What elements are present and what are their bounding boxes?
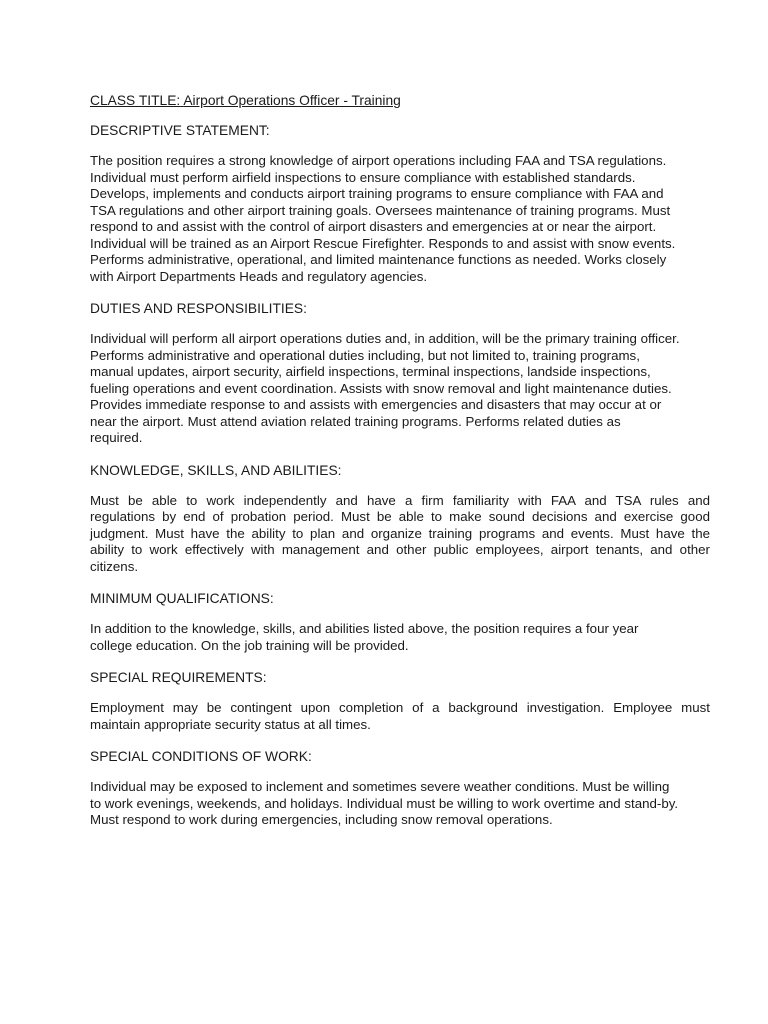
text-line: Individual will perform all airport operations duties and, in addition, will be the primary training officer. (90, 331, 680, 346)
text-line: Individual must perform airfield inspections to ensure compliance with established standards. (90, 169, 636, 185)
text-line: maintain appropriate security status at all times. (90, 716, 371, 732)
text-line: Individual will be trained as an Airport Rescue Firefighter. Responds to and assist with snow events. (90, 235, 676, 251)
job-description-page (90, 92, 710, 844)
class-title-label: CLASS TITLE: (90, 93, 181, 108)
text-line: college education. On the job training will be provided. (90, 637, 409, 653)
text-line: regulations by end of probation period. Must be able to make sound decisions and exercise good (90, 509, 710, 524)
text-line: near the airport. Must attend aviation related training programs. Performs related duties as (90, 413, 621, 429)
text-line: Individual may be exposed to inclement and sometimes severe weather conditions. Must be willing (90, 779, 670, 794)
text-line: Performs administrative, operational, and limited maintenance functions as needed. Works closely (90, 252, 667, 267)
text-line: to work evenings, weekends, and holidays. Individual must be willing to work overtime and stand-by. (90, 795, 679, 811)
section-heading-descriptive-statement: DESCRIPTIVE STATEMENT: (90, 123, 270, 138)
text-line: citizens. (90, 558, 139, 574)
text-line: In addition to the knowledge, skills, and abilities listed above, the position requires a four year (90, 621, 639, 636)
text-line: Provides immediate response to and assists with emergencies and disasters that may occur at or (90, 397, 662, 412)
text-line: Employment may be contingent upon completion of a background investigation. Employee must (90, 700, 710, 715)
text-line: ability to work effectively with management and other public employees, airport tenants, and other (90, 542, 710, 557)
section-body-minimum-qualifications (90, 621, 710, 654)
class-title-value: Airport Operations Officer - Training (183, 93, 401, 108)
section-heading-special-requirements: SPECIAL REQUIREMENTS: (90, 670, 267, 685)
section-heading-duties-and-responsibilities: DUTIES AND RESPONSIBILITIES: (90, 301, 307, 316)
section-body-knowledge-skills-abilities (90, 493, 710, 576)
text-line: Must respond to work during emergencies, including snow removal operations. (90, 812, 553, 827)
section-body-duties-and-responsibilities (90, 331, 710, 447)
text-line: with Airport Departments Heads and regulatory agencies. (90, 268, 428, 284)
text-line: The position requires a strong knowledge of airport operations including FAA and TSA regulations. (90, 153, 667, 168)
class-title (90, 92, 710, 109)
text-line: respond to and assist with the control of airport disasters and emergencies at or near the airport. (90, 219, 657, 234)
text-line: fueling operations and event coordination. Assists with snow removal and light maintenance duties. (90, 380, 672, 396)
section-heading-minimum-qualifications: MINIMUM QUALIFICATIONS: (90, 591, 274, 606)
text-line: Develops, implements and conducts airport training programs to ensure compliance with FAA and (90, 186, 664, 201)
section-heading-knowledge-skills-abilities: KNOWLEDGE, SKILLS, AND ABILITIES: (90, 462, 342, 478)
section-heading-special-conditions-of-work: SPECIAL CONDITIONS OF WORK: (90, 749, 312, 764)
text-line: Performs administrative and operational duties including, but not limited to, training programs, (90, 347, 640, 363)
section-body-descriptive-statement (90, 153, 710, 285)
text-line: Must be able to work independently and have a firm familiarity with FAA and TSA rules and (90, 492, 710, 508)
text-line: required. (90, 430, 143, 445)
section-body-special-requirements (90, 700, 710, 733)
text-line: manual updates, airport security, airfield inspections, terminal inspections, landside inspections, (90, 364, 651, 379)
text-line: judgment. Must have the ability to plan and organize training programs and events. Must have the (90, 525, 710, 541)
section-body-special-conditions-of-work (90, 779, 710, 829)
text-line: TSA regulations and other airport training goals. Oversees maintenance of training programs. Must (90, 202, 671, 218)
